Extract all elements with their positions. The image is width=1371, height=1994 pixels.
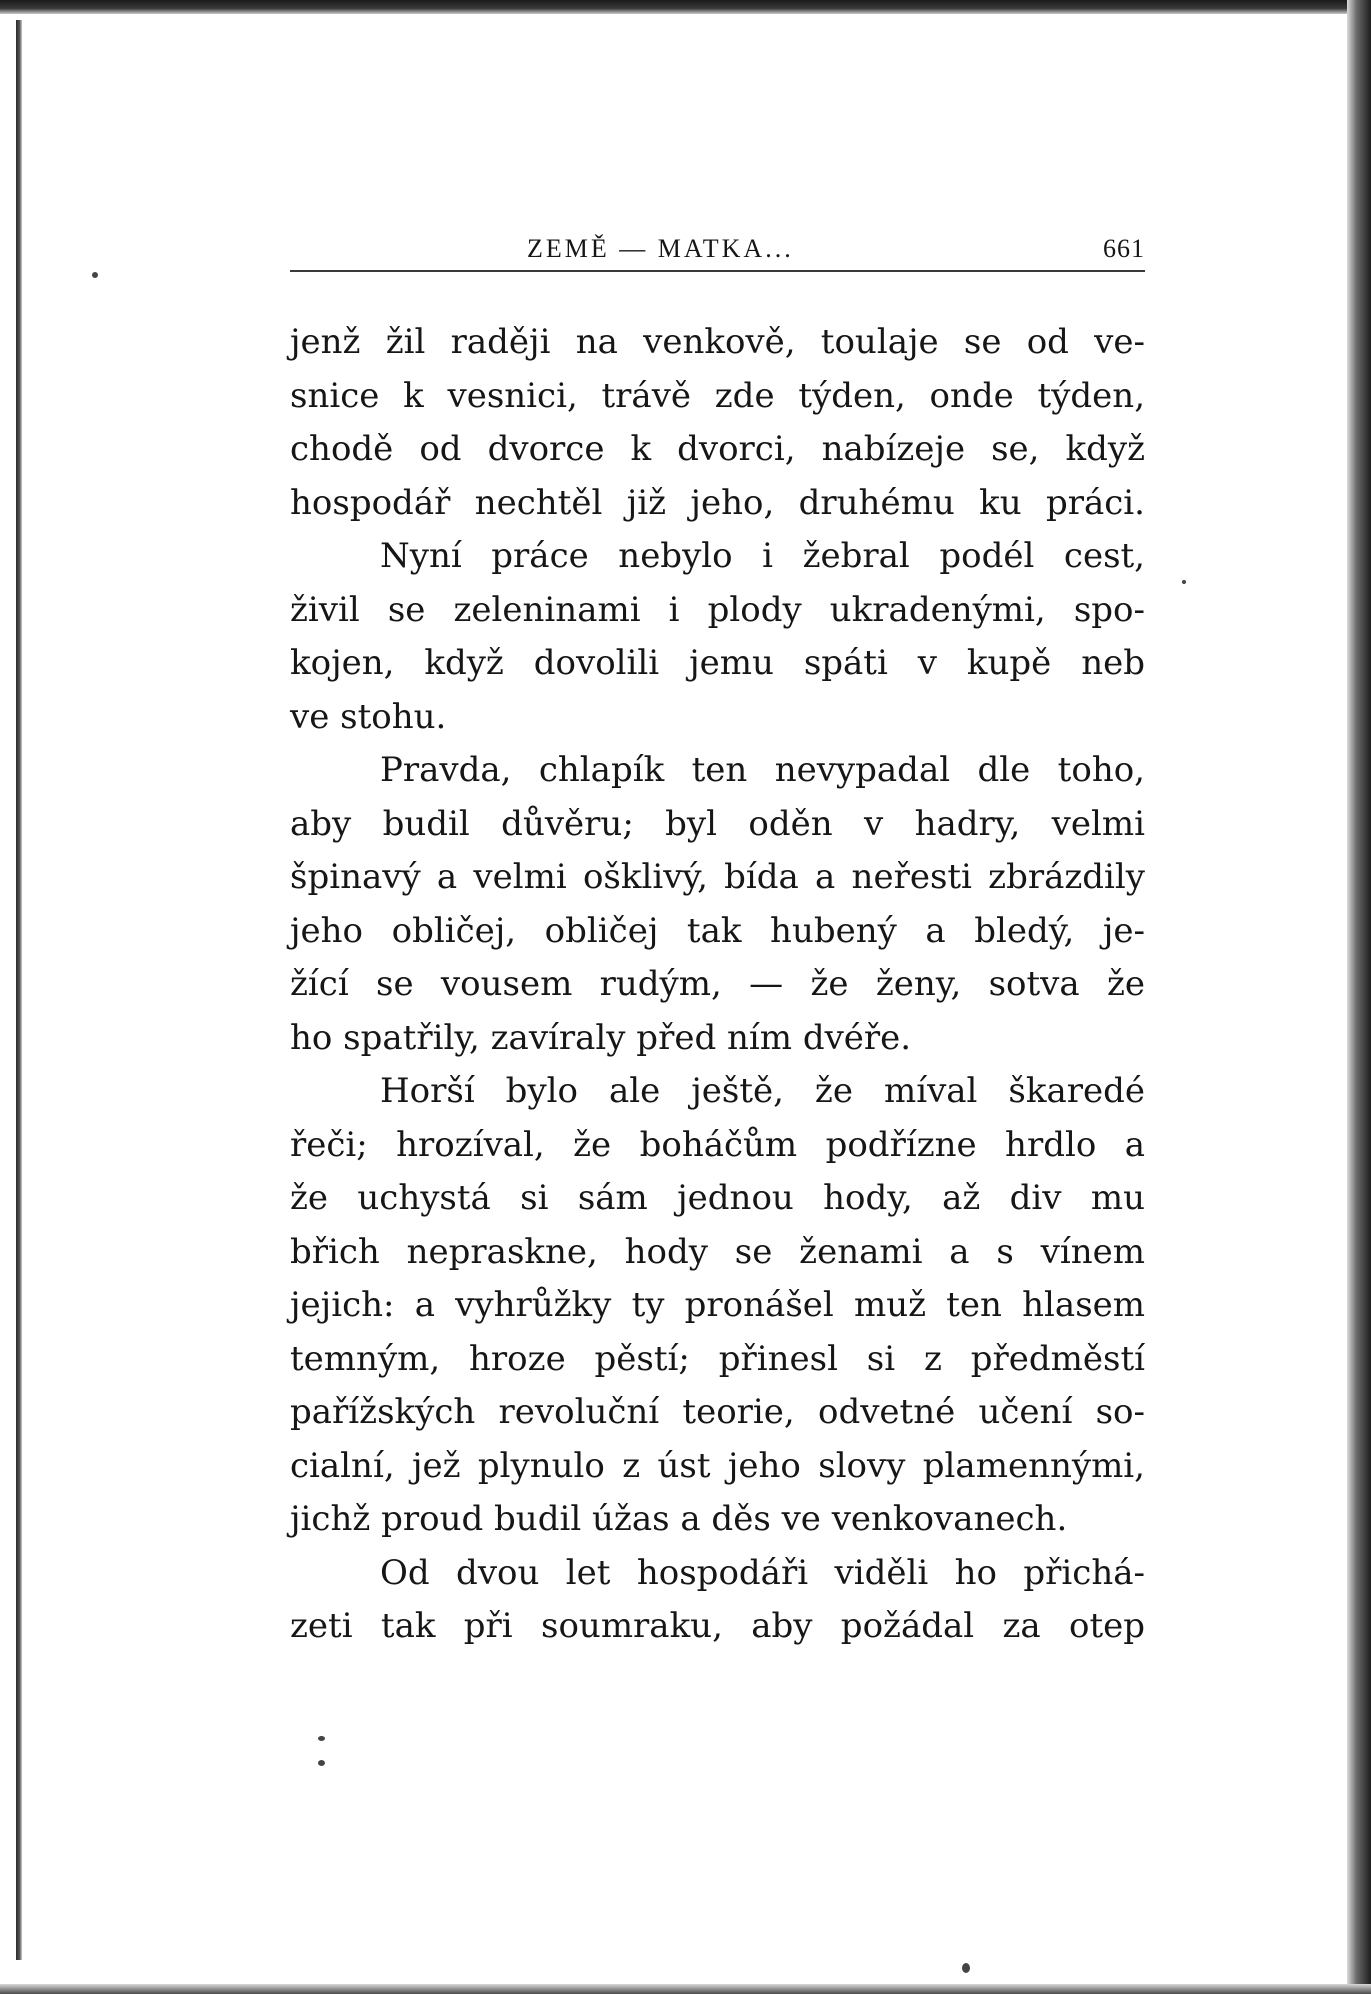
running-title: ZEMĚ — MATKA... (527, 234, 794, 263)
text-line: řeči; hrozíval, že boháčům podřízne hrdlo a (290, 1124, 1145, 1165)
book-page (290, 230, 1145, 1654)
text-line: jichž proud budil úžas a děs ve venkovanech. (290, 1499, 1068, 1539)
text-line: živil se zeleninami i plody ukradenými, spo- (290, 589, 1145, 630)
body-text (290, 316, 1145, 1654)
text-line: břich nepraskne, hody se ženami a s vínem (290, 1231, 1145, 1272)
scan-speck (92, 272, 98, 278)
scan-speck (318, 1736, 325, 1741)
text-line: že uchystá si sám jednou hody, až div mu (290, 1178, 1145, 1218)
running-head (290, 230, 1145, 270)
scan-speck (318, 1760, 325, 1766)
text-line: aby budil důvěru; byl oděn v hadry, velmi (290, 803, 1145, 844)
text-line: ho spatřily, zavíraly před ním dvéře. (290, 1017, 912, 1058)
scan-edge-right (1347, 0, 1371, 1994)
text-line: ve stohu. (290, 696, 447, 737)
text-line: Horší bylo ale ještě, že míval škaredé (380, 1071, 1145, 1111)
scan-speck (962, 1963, 970, 1973)
text-line: kojen, když dovolili jemu spáti v kupě neb (290, 643, 1145, 683)
text-line: jeho obličej, obličej tak hubený a bledý, je- (290, 910, 1145, 951)
text-line: pařížských revoluční teorie, odvetné učení so- (290, 1392, 1145, 1432)
text-line: špinavý a velmi ošklivý, bída a neřesti zbrázdily (290, 857, 1145, 897)
text-line: Od dvou let hospodáři viděli ho přichá- (380, 1552, 1145, 1593)
text-line: jejich: a vyhrůžky ty pronášel muž ten hlasem (290, 1285, 1145, 1325)
scan-edge-top (0, 0, 1371, 14)
text-line: hospodář nechtěl již jeho, druhému ku práci. (290, 482, 1145, 523)
header-rule (290, 270, 1145, 272)
text-line: Pravda, chlapík ten nevypadal dle toho, (380, 750, 1145, 790)
scan-edge-left (16, 20, 22, 1960)
scan-speck (1182, 580, 1186, 584)
text-line: jenž žil raději na venkově, toulaje se od ve- (290, 322, 1145, 362)
text-line: Nyní práce nebylo i žebral podél cest, (380, 536, 1145, 576)
text-line: žící se vousem rudým, — že ženy, sotva že (290, 964, 1145, 1004)
text-line: zeti tak při soumraku, aby požádal za otep (290, 1606, 1145, 1646)
page-number: 661 (1103, 234, 1145, 263)
text-line: cialní, jež plynulo z úst jeho slovy plamennými, (290, 1445, 1145, 1486)
text-line: chodě od dvorce k dvorci, nabízeje se, když (290, 429, 1145, 469)
scan-edge-bottom (0, 1984, 1371, 1994)
text-line: snice k vesnici, trávě zde týden, onde týden, (290, 375, 1145, 416)
text-line: temným, hroze pěstí; přinesl si z předměstí (290, 1338, 1145, 1379)
